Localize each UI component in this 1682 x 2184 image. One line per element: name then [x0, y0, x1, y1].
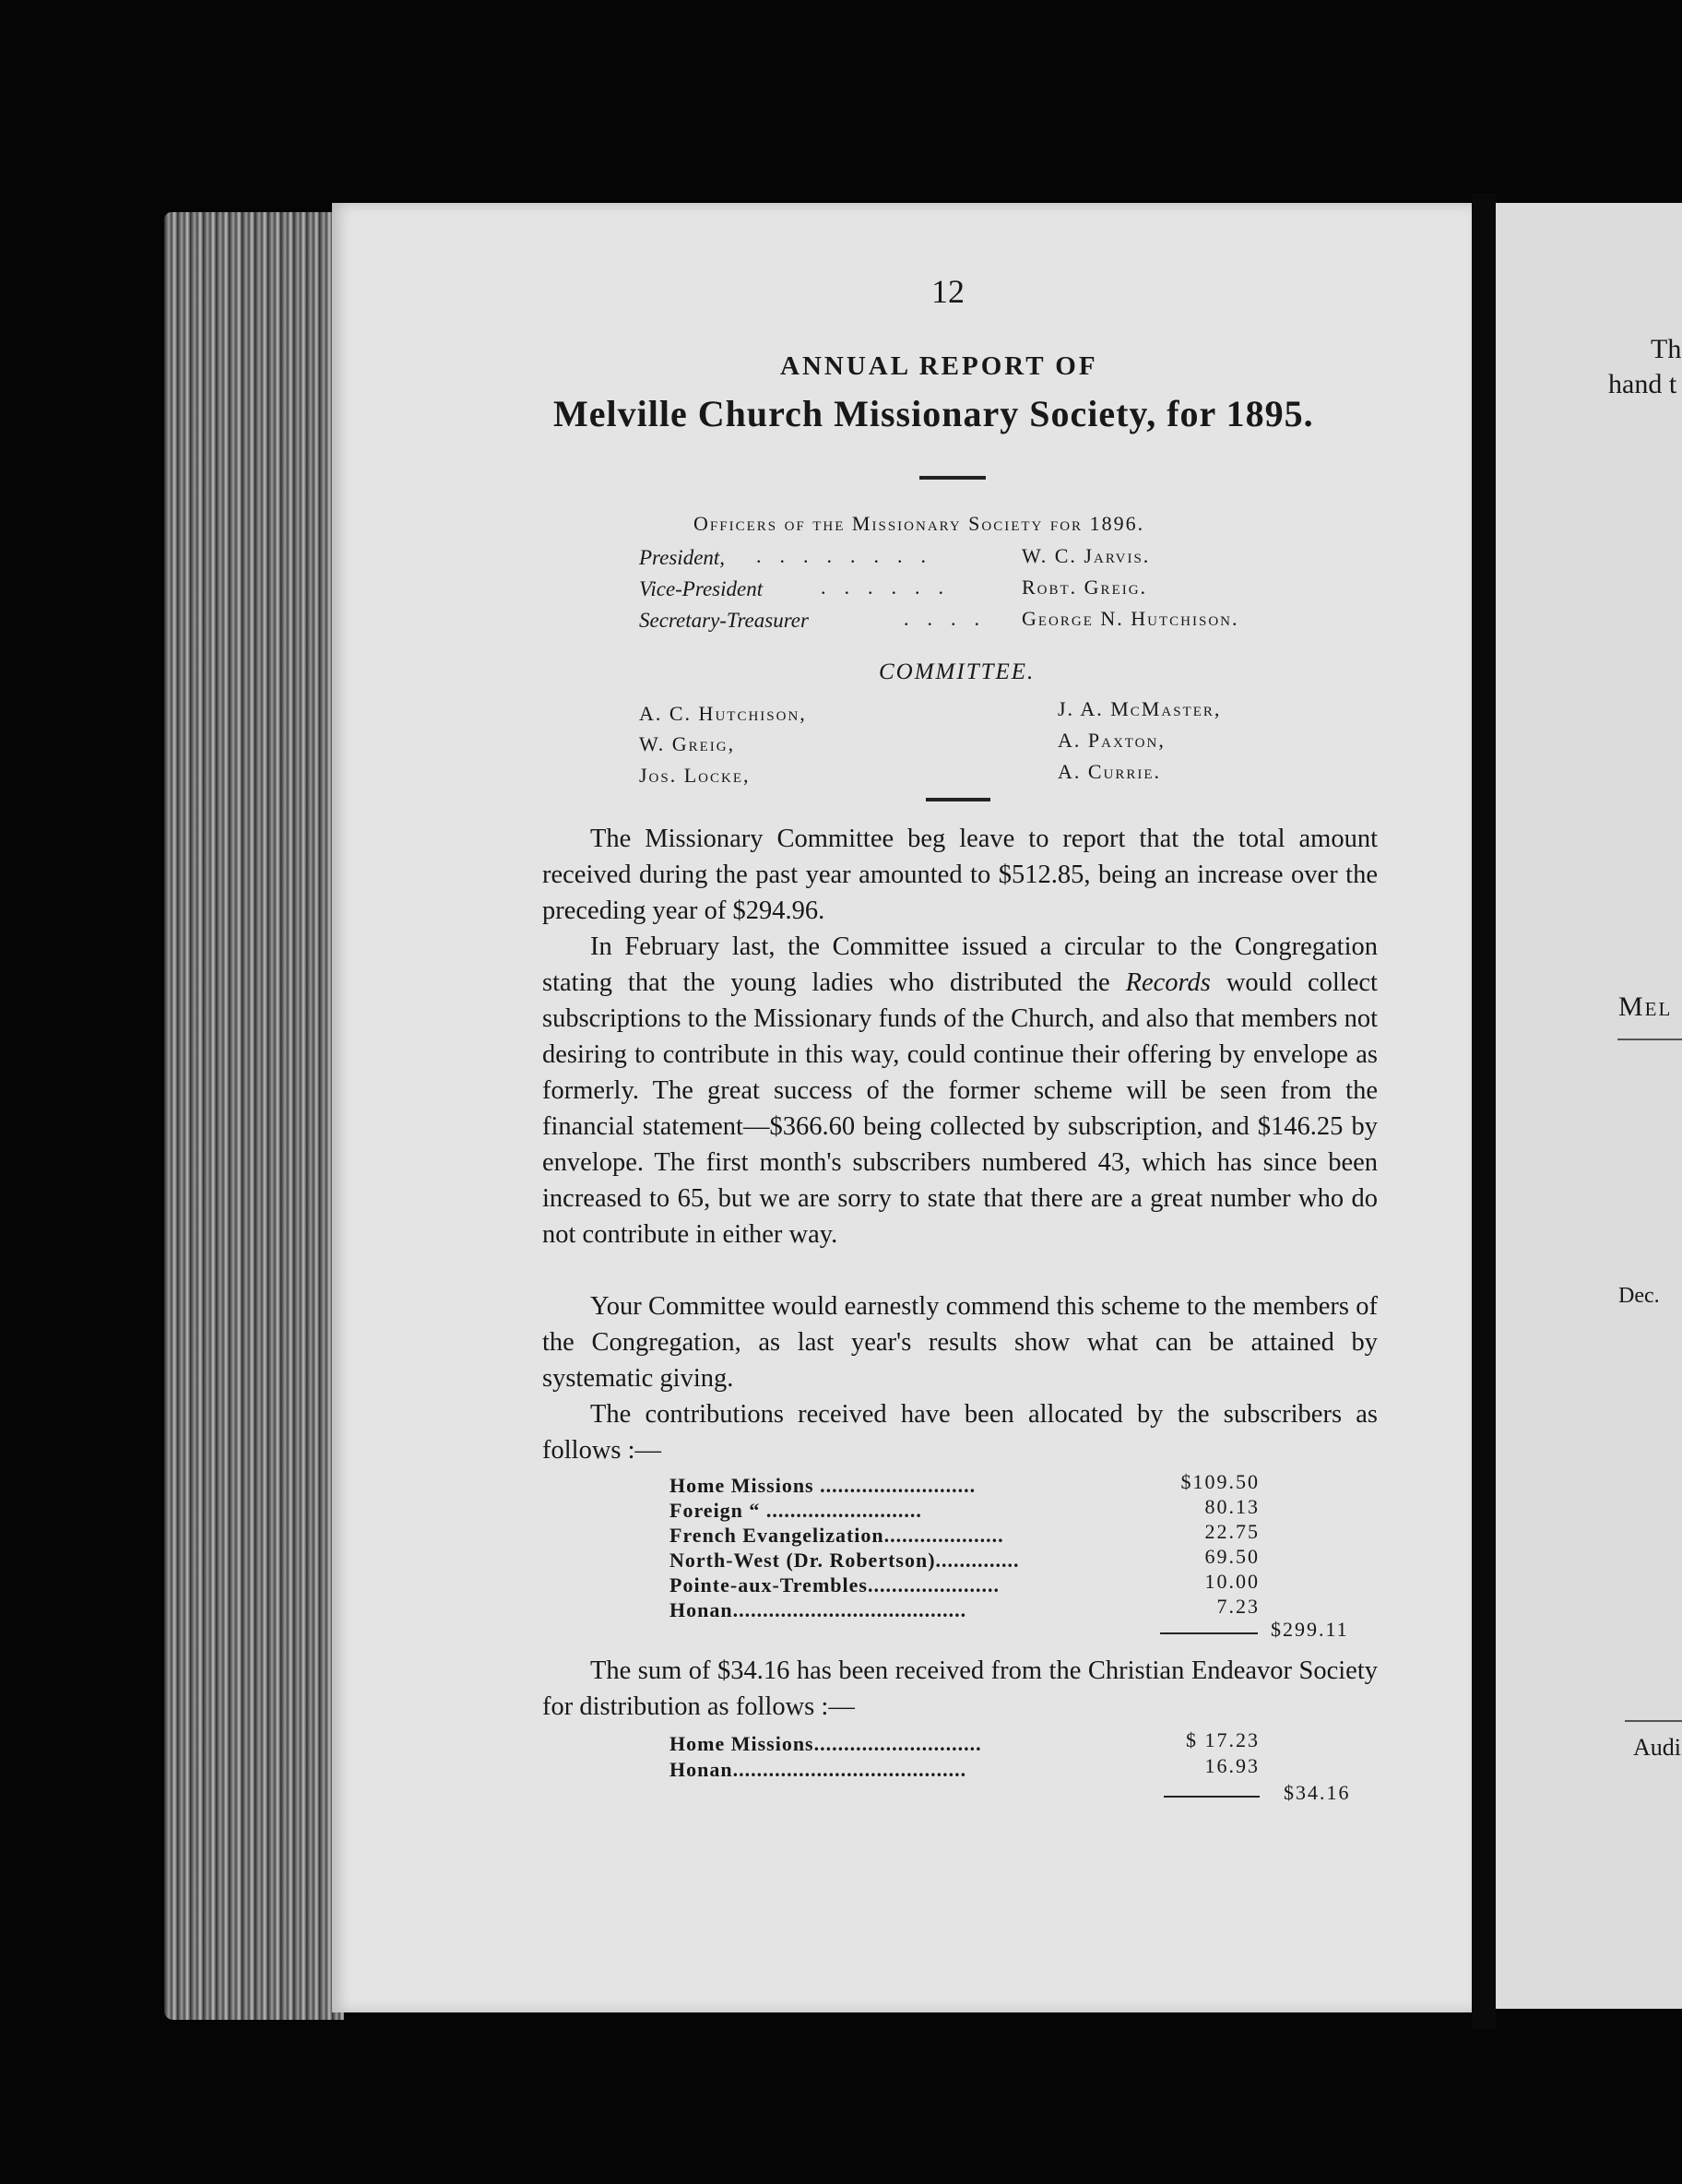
committee-member: A. Currie. [1058, 760, 1162, 783]
allocation-amount: 10.00 [1204, 1570, 1260, 1593]
report-title: ANNUAL REPORT OF [780, 351, 1098, 381]
ce-total: $34.16 [1284, 1781, 1351, 1804]
allocation-amount: $109.50 [1180, 1470, 1260, 1493]
officer-leader-dots: ...... [821, 576, 962, 599]
paragraph-commend: Your Committee would earnestly commend this scheme to the members of the Congregation, as last year's results show what can be attained by systematic giving. [542, 1292, 1378, 1393]
officer-name: Robt. Greig. [1022, 576, 1148, 599]
officer-role: Secretary-Treasurer [639, 609, 809, 632]
officer-role: President, [639, 546, 726, 569]
allocation-amount: 80.13 [1204, 1495, 1260, 1518]
page-number: 12 [931, 273, 965, 310]
committee-member: W. Greig, [639, 732, 736, 755]
facing-page-fragment [1496, 203, 1682, 2009]
facing-page-text: Dec. [1618, 1284, 1660, 1308]
paragraph-allocation-intro: The contributions received have been allocated by the subscribers as follows :— [542, 1400, 1378, 1465]
allocation-label: Home Missions .......................... [669, 1474, 977, 1497]
title-divider [919, 476, 986, 480]
facing-page-rule [1625, 1720, 1682, 1722]
allocation-label: North-West (Dr. Robertson).............. [669, 1549, 1020, 1572]
society-title: Melville Church Missionary Society, for 1895. [553, 393, 1314, 434]
ce-allocation-amount: $ 17.23 [1186, 1728, 1260, 1751]
facing-page-text: Audi [1633, 1734, 1681, 1761]
records-title: Records [1125, 968, 1211, 997]
committee-divider [926, 798, 990, 801]
allocation-amount: 7.23 [1216, 1595, 1260, 1618]
committee-member: J. A. McMaster, [1058, 697, 1222, 720]
allocation-label: Foreign “ .......................... [669, 1499, 922, 1522]
allocation-amount: 22.75 [1204, 1520, 1260, 1543]
book-page-edges [164, 212, 344, 2020]
ce-allocation-amount: 16.93 [1204, 1754, 1260, 1777]
allocation-label: Honan....................................... [669, 1598, 967, 1621]
committee-member: A. Paxton, [1058, 729, 1166, 752]
officers-heading: Officers of the Missionary Society for 1896. [693, 512, 1145, 535]
allocation-label: French Evangelization.................... [669, 1524, 1004, 1547]
allocation-total: $299.11 [1271, 1618, 1349, 1641]
officer-name: George N. Hutchison. [1022, 607, 1239, 630]
paragraph-total-received: The Missionary Committee beg leave to report that the total amount received during the past year amounted to $512.85, being an increase over the preceding year of $294.96. [542, 825, 1378, 925]
facing-page-text: Mel [1618, 991, 1673, 1022]
officer-leader-dots: .... [904, 607, 998, 630]
sum-rule [1160, 1632, 1258, 1634]
facing-page-rule [1617, 1039, 1682, 1040]
committee-heading: COMMITTEE. [879, 659, 1036, 684]
officer-role: Vice-President [639, 577, 764, 600]
paragraph-christian-endeavor: The sum of $34.16 has been received from the Christian Endeavor Society for distribution as follows :— [542, 1656, 1378, 1721]
facing-page-text: hand t [1608, 369, 1677, 399]
ce-allocation-label: Home Missions............................ [669, 1732, 982, 1755]
allocation-label: Pointe-aux-Trembles...................... [669, 1573, 1000, 1596]
committee-member: A. C. Hutchison, [639, 702, 807, 725]
paragraph-circular: In February last, the Committee issued a circular to the Congregation stating that the young ladies who distributed the Records would collect subscriptions to the Missionary funds of the Church, and also that members not desiring to contribute in this way, could continue their offering by envelope as formerly. The great success of the former scheme will be seen from the financial statement—$366.60 being collected by subscription, and $146.25 by envelope. The first month's subscribers numbered 43, which has since been increased to 65, but we are sorry to state that there are a great number who do not contribute in either way. [542, 932, 1378, 1249]
committee-member: Jos. Locke, [639, 764, 751, 787]
book-gutter [1472, 194, 1496, 2029]
allocation-amount: 69.50 [1204, 1545, 1260, 1568]
ce-allocation-label: Honan....................................... [669, 1758, 967, 1781]
sum-rule [1164, 1796, 1260, 1798]
officer-name: W. C. Jarvis. [1022, 544, 1151, 567]
officer-leader-dots: ........ [756, 544, 944, 567]
facing-page-text: Th [1651, 334, 1682, 364]
